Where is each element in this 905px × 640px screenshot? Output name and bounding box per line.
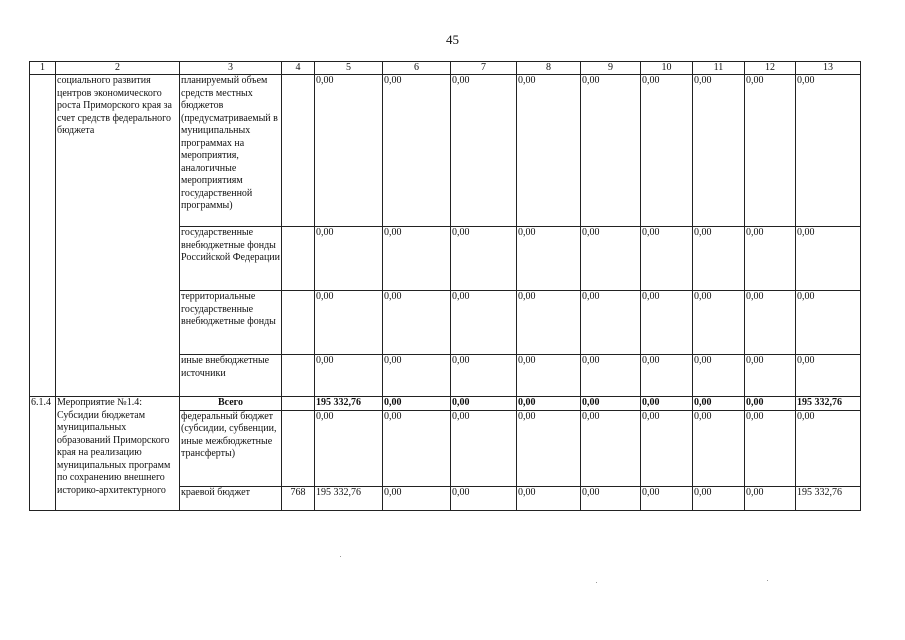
value-cell: 0,00 bbox=[315, 75, 383, 227]
value-cell: 0,00 bbox=[451, 355, 517, 397]
value-cell: 0,00 bbox=[517, 486, 581, 510]
col-num: 10 bbox=[641, 62, 693, 75]
budget-table bbox=[29, 61, 861, 511]
value-cell: 0,00 bbox=[315, 355, 383, 397]
value-cell: 0,00 bbox=[383, 75, 451, 227]
value-cell: 0,00 bbox=[517, 291, 581, 355]
col-num: 8 bbox=[517, 62, 581, 75]
value-cell: 0,00 bbox=[517, 227, 581, 291]
value-cell: 0,00 bbox=[796, 227, 861, 291]
value-cell: 0,00 bbox=[451, 486, 517, 510]
value-cell: 195 332,76 bbox=[315, 397, 383, 411]
value-cell: 195 332,76 bbox=[796, 397, 861, 411]
item-name-cell: Мероприятие №1.4: Субсидии бюджетам муниципальных образований Приморского края на реализацию муниципальных программ по сохранению внешнего историко-архитектурного bbox=[56, 397, 180, 511]
value-cell: 0,00 bbox=[641, 486, 693, 510]
scan-speck bbox=[596, 582, 597, 583]
col-num: 1 bbox=[30, 62, 56, 75]
value-cell: 0,00 bbox=[451, 397, 517, 411]
value-cell: 0,00 bbox=[745, 410, 796, 486]
column-number-row bbox=[30, 62, 861, 75]
value-cell: 0,00 bbox=[641, 75, 693, 227]
funding-source-cell: краевой бюджет bbox=[180, 486, 282, 510]
value-cell: 0,00 bbox=[641, 397, 693, 411]
col-num: 9 bbox=[581, 62, 641, 75]
table-row-total bbox=[30, 397, 861, 411]
value-cell: 0,00 bbox=[796, 410, 861, 486]
col-num: 11 bbox=[693, 62, 745, 75]
code-cell: 768 bbox=[282, 486, 315, 510]
code-cell bbox=[282, 397, 315, 411]
value-cell: 0,00 bbox=[581, 227, 641, 291]
funding-source-cell: иные внебюджетные источники bbox=[180, 355, 282, 397]
col-num: 13 bbox=[796, 62, 861, 75]
funding-source-cell: планируемый объем средств местных бюджетов (предусматриваемый в муниципальных программах на мероприятия, аналогичные мероприятиям государственной программы) bbox=[180, 75, 282, 227]
value-cell: 0,00 bbox=[745, 291, 796, 355]
value-cell: 0,00 bbox=[383, 397, 451, 411]
funding-source-cell: федеральный бюджет (субсидии, субвенции, иные межбюджетные трансферты) bbox=[180, 410, 282, 486]
value-cell: 0,00 bbox=[517, 75, 581, 227]
table-row bbox=[30, 75, 861, 227]
value-cell: 0,00 bbox=[745, 397, 796, 411]
value-cell: 0,00 bbox=[745, 75, 796, 227]
funding-source-cell: государственные внебюджетные фонды Российской Федерации bbox=[180, 227, 282, 291]
col-num: 5 bbox=[315, 62, 383, 75]
item-number-cell bbox=[30, 75, 56, 397]
value-cell: 0,00 bbox=[641, 291, 693, 355]
value-cell: 0,00 bbox=[693, 227, 745, 291]
value-cell: 0,00 bbox=[383, 291, 451, 355]
col-num: 12 bbox=[745, 62, 796, 75]
value-cell: 0,00 bbox=[383, 410, 451, 486]
item-name-cell: социального развития центров экономического роста Приморского края за счет средств федерального бюджета bbox=[56, 75, 180, 397]
value-cell: 0,00 bbox=[517, 397, 581, 411]
value-cell: 0,00 bbox=[745, 486, 796, 510]
value-cell: 0,00 bbox=[745, 227, 796, 291]
value-cell: 0,00 bbox=[383, 486, 451, 510]
item-number-cell: 6.1.4 bbox=[30, 397, 56, 511]
value-cell: 0,00 bbox=[693, 291, 745, 355]
value-cell: 0,00 bbox=[581, 397, 641, 411]
value-cell: 0,00 bbox=[451, 227, 517, 291]
code-cell bbox=[282, 355, 315, 397]
col-num: 2 bbox=[56, 62, 180, 75]
value-cell: 0,00 bbox=[315, 410, 383, 486]
value-cell: 0,00 bbox=[581, 410, 641, 486]
value-cell: 0,00 bbox=[315, 291, 383, 355]
value-cell: 0,00 bbox=[641, 227, 693, 291]
code-cell bbox=[282, 291, 315, 355]
value-cell: 0,00 bbox=[641, 355, 693, 397]
code-cell bbox=[282, 227, 315, 291]
code-cell bbox=[282, 75, 315, 227]
value-cell: 0,00 bbox=[693, 410, 745, 486]
col-num: 3 bbox=[180, 62, 282, 75]
value-cell: 195 332,76 bbox=[796, 486, 861, 510]
value-cell: 0,00 bbox=[517, 410, 581, 486]
value-cell: 0,00 bbox=[383, 355, 451, 397]
value-cell: 0,00 bbox=[693, 486, 745, 510]
value-cell: 0,00 bbox=[451, 75, 517, 227]
value-cell: 0,00 bbox=[745, 355, 796, 397]
value-cell: 0,00 bbox=[451, 410, 517, 486]
scan-speck bbox=[767, 580, 768, 581]
value-cell: 0,00 bbox=[693, 75, 745, 227]
value-cell: 0,00 bbox=[796, 355, 861, 397]
value-cell: 0,00 bbox=[451, 291, 517, 355]
value-cell: 0,00 bbox=[581, 355, 641, 397]
scan-speck bbox=[340, 556, 341, 557]
value-cell: 0,00 bbox=[315, 227, 383, 291]
value-cell: 0,00 bbox=[581, 486, 641, 510]
funding-source-cell: Всего bbox=[180, 397, 282, 411]
col-num: 6 bbox=[383, 62, 451, 75]
value-cell: 0,00 bbox=[517, 355, 581, 397]
code-cell bbox=[282, 410, 315, 486]
funding-source-cell: территориальные государственные внебюджетные фонды bbox=[180, 291, 282, 355]
value-cell: 0,00 bbox=[581, 75, 641, 227]
col-num: 4 bbox=[282, 62, 315, 75]
page-number: 45 bbox=[446, 32, 459, 47]
value-cell: 0,00 bbox=[796, 75, 861, 227]
col-num: 7 bbox=[451, 62, 517, 75]
value-cell: 0,00 bbox=[796, 291, 861, 355]
value-cell: 0,00 bbox=[693, 355, 745, 397]
value-cell: 0,00 bbox=[383, 227, 451, 291]
value-cell: 0,00 bbox=[641, 410, 693, 486]
value-cell: 0,00 bbox=[693, 397, 745, 411]
value-cell: 195 332,76 bbox=[315, 486, 383, 510]
value-cell: 0,00 bbox=[581, 291, 641, 355]
